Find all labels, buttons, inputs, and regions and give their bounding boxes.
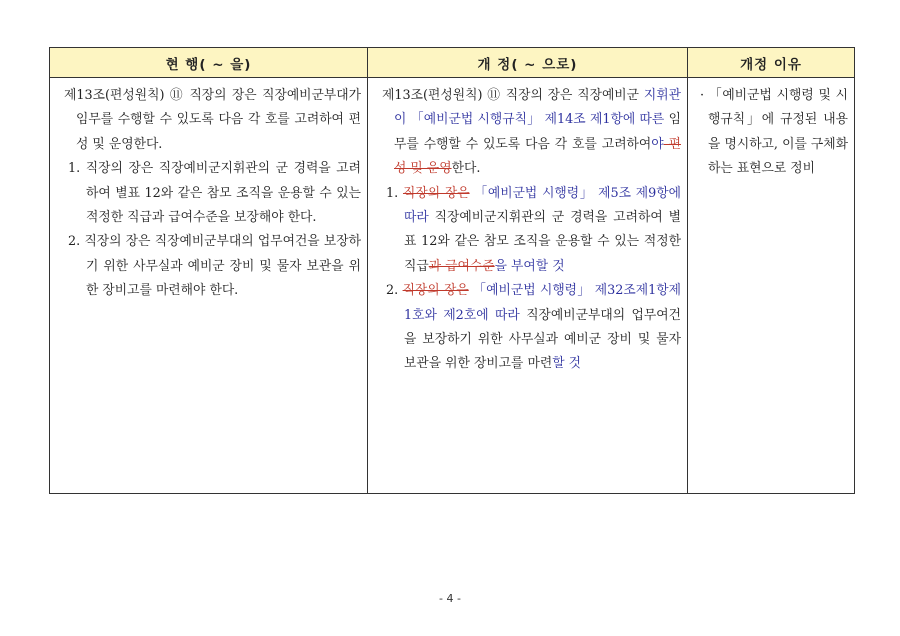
current-article: 제13조(편성원칙) ⑪ 직장의 장은 직장예비군부대가 임무를 수행할 수 있도록 다음 각 호를 고려하여 편성 및 운영한다. [64, 88, 361, 152]
header-row [50, 48, 855, 78]
revised-article-text: 임무를 수행할 수 있도록 다음 각 호를 고려하여 [394, 112, 681, 152]
added-text: 야 [651, 136, 664, 152]
content-row [50, 78, 855, 494]
added-text: 지휘관이 「예비군법 시행규칙」 제14조 제1항에 따른 [394, 88, 681, 128]
revised-article [374, 84, 681, 182]
added-text: 할 것 [552, 356, 581, 372]
header-revised: 개 정( ~ 으로) [368, 48, 688, 78]
item-text: 직장예비군부대의 업무여건을 보장하기 위한 사무실과 예비군 장비 및 물자 보관을 위한 장비고를 마련 [404, 307, 681, 372]
added-text: 을 부여할 것 [494, 258, 565, 274]
header-reason: 개정 이유 [688, 48, 855, 78]
item-text: 직장예비군지휘관의 군 경력을 고려하여 별표 12와 같은 참모 조직을 운용할 수 있는 적정한 직급 [404, 210, 681, 274]
revised-cell [368, 78, 688, 494]
added-text: 「예비군법 시행령」 제5조 제9항에 따라 [404, 185, 681, 226]
revised-article-text: 한다. [451, 161, 481, 177]
deleted-text: 과 급여수준 [428, 258, 495, 274]
header-current: 현 행( ~ 을) [50, 48, 368, 78]
deleted-text: 직장의 장은 [402, 283, 469, 299]
revised-item-2 [374, 279, 681, 377]
current-item-1: 1. 직장의 장은 직장예비군지휘관의 군 경력을 고려하여 별표 12와 같은 참모 조직을 운용할 수 있는 적정한 직급과 급여수준을 보장해야 한다. [68, 161, 361, 226]
current-cell [50, 78, 368, 494]
reason-text: · 「예비군법 시행령 및 시행규칙」에 규정된 내용을 명시하고, 이를 구체화하는 표현으로 정비 [700, 88, 848, 177]
revised-item-1 [374, 182, 681, 280]
item-number: 2. [386, 283, 403, 299]
current-item-2: 2. 직장의 장은 직장예비군부대의 업무여건을 보장하기 위한 사무실과 예비군 장비 및 물자 보관을 위한 장비고를 마련해야 한다. [68, 234, 361, 299]
reason-cell [688, 78, 855, 494]
comparison-table [49, 47, 855, 494]
deleted-text: 직장의 장은 [402, 185, 470, 201]
deleted-text: 편성 및 운영 [394, 136, 681, 177]
page-number: - 4 - [439, 592, 461, 605]
revised-article-text: 제13조(편성원칙) ⑪ 직장의 장은 직장예비군 [382, 88, 640, 103]
added-text: 「예비군법 시행령」 제32조제1항제1호와 제2호에 따라 [404, 283, 681, 323]
item-number: 1. [386, 185, 403, 201]
